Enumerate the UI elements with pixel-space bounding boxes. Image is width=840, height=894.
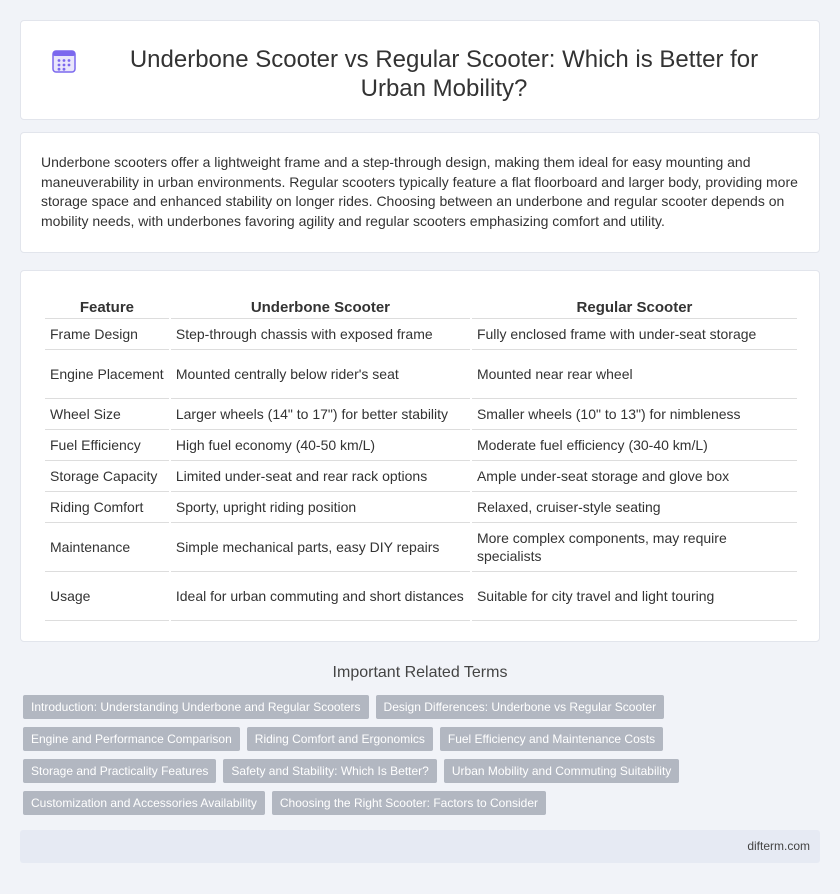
related-term-tag[interactable]: Safety and Stability: Which Is Better? [223,759,436,783]
header-regular: Regular Scooter [472,293,797,319]
cell-underbone: Sporty, upright riding position [171,492,470,523]
intro-card [20,132,820,253]
cell-regular: Smaller wheels (10" to 13") for nimbleness [472,399,797,430]
cell-underbone: Simple mechanical parts, easy DIY repairs [171,523,470,572]
table-row [45,492,797,523]
footer [20,830,820,863]
related-term-tag[interactable]: Storage and Practicality Features [23,759,216,783]
related-terms-list [23,695,813,815]
related-term-tag[interactable]: Choosing the Right Scooter: Factors to Consider [272,791,546,815]
cell-feature: Storage Capacity [45,461,169,492]
table-header-row [45,293,797,319]
table-row [45,523,797,572]
cell-underbone: Mounted centrally below rider's seat [171,350,470,399]
table-row [45,350,797,399]
related-term-tag[interactable]: Design Differences: Underbone vs Regular Scooter [376,695,665,719]
cell-regular: Ample under-seat storage and glove box [472,461,797,492]
cell-feature: Maintenance [45,523,169,572]
cell-underbone: High fuel economy (40-50 km/L) [171,430,470,461]
table-row [45,430,797,461]
cell-feature: Fuel Efficiency [45,430,169,461]
header-underbone: Underbone Scooter [171,293,470,319]
cell-feature: Riding Comfort [45,492,169,523]
related-term-tag[interactable]: Customization and Accessories Availability [23,791,265,815]
cell-feature: Engine Placement [45,350,169,399]
related-terms-title: Important Related Terms [332,664,508,681]
cell-regular: More complex components, may require specialists [472,523,797,572]
related-term-tag[interactable]: Introduction: Understanding Underbone and Regular Scooters [23,695,369,719]
cell-underbone: Step-through chassis with exposed frame [171,319,470,350]
cell-regular: Fully enclosed frame with under-seat storage [472,319,797,350]
table-row [45,461,797,492]
table-row [45,399,797,430]
cell-feature: Wheel Size [45,399,169,430]
cell-underbone: Limited under-seat and rear rack options [171,461,470,492]
related-term-tag[interactable]: Urban Mobility and Commuting Suitability [444,759,679,783]
related-term-tag[interactable]: Engine and Performance Comparison [23,727,240,751]
header-card [20,20,820,120]
page-title: Underbone Scooter vs Regular Scooter: Which is Better for Urban Mobility? [129,46,759,102]
cell-underbone: Ideal for urban commuting and short distances [171,572,470,621]
related-term-tag[interactable]: Fuel Efficiency and Maintenance Costs [440,727,663,751]
comparison-table [43,293,799,621]
intro-paragraph: Underbone scooters offer a lightweight frame and a step-through design, making them ideal for easy mounting and maneuverability in urban environments. Regular scooters typically feature a flat floorboard and larger body, providing more storage space and enhanced stability on longer rides. Choosing between an underbone and regular scooter depends on mobility needs, with underbones favoring agility and regular scooters emphasizing comfort and utility. [41,154,798,229]
cell-regular: Suitable for city travel and light touring [472,572,797,621]
cell-regular: Relaxed, cruiser-style seating [472,492,797,523]
related-term-tag[interactable]: Riding Comfort and Ergonomics [247,727,433,751]
header-feature: Feature [45,293,169,319]
cell-regular: Moderate fuel efficiency (30-40 km/L) [472,430,797,461]
cell-underbone: Larger wheels (14" to 17") for better stability [171,399,470,430]
table-row [45,319,797,350]
cell-feature: Usage [45,572,169,621]
calendar-grid-icon [51,48,77,74]
comparison-table-card [20,270,820,642]
table-row [45,572,797,621]
footer-site-link[interactable]: difterm.com [747,839,810,853]
cell-feature: Frame Design [45,319,169,350]
cell-regular: Mounted near rear wheel [472,350,797,399]
